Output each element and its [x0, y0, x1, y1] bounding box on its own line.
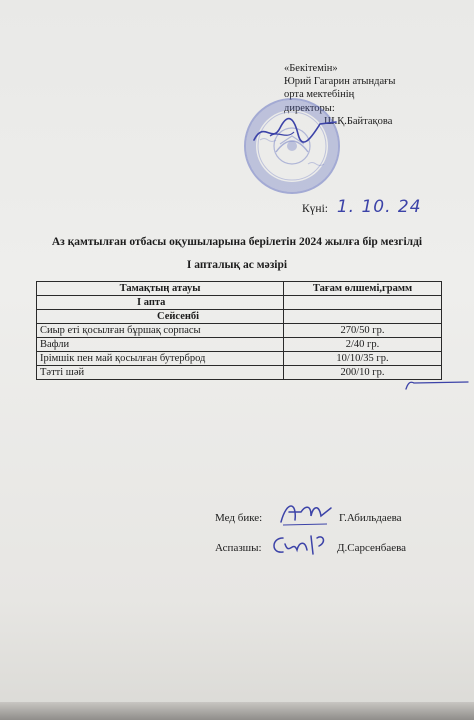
dish-amount: 270/50 гр.	[284, 324, 442, 338]
document-title: Аз қамтылған отбасы оқушыларына берілетін 2024 жылға бір мезгілді	[51, 236, 423, 248]
cook-name: Д.Сарсенбаева	[337, 542, 407, 554]
cook-signature-icon	[267, 530, 331, 560]
week-label: I апта	[37, 296, 284, 310]
dish-name: Сиыр еті қосылған бұршақ сорпасы	[37, 324, 284, 338]
dish-amount: 2/40 гр.	[284, 338, 442, 352]
dish-name: Вафли	[37, 338, 284, 352]
week-empty-cell	[284, 296, 442, 310]
table-row	[37, 338, 442, 352]
table-row	[37, 324, 442, 338]
approval-school-line: Юрий Гагарин атындағы	[284, 76, 396, 88]
dish-name: Тәтті шәй	[37, 366, 284, 380]
date-label: Күні:	[302, 203, 328, 215]
header-portion-size: Тағам өлшемі,грамм	[284, 282, 442, 296]
approval-position: директоры:	[284, 102, 335, 114]
date-value-handwritten: 1. 10. 24	[336, 197, 422, 217]
approval-heading: «Бекітемін»	[284, 63, 338, 74]
director-signature-icon	[250, 110, 340, 150]
nurse-signature-icon	[277, 498, 335, 528]
day-label: Сейсенбі	[37, 310, 284, 324]
approval-school-line-2: орта мектебінің	[284, 89, 355, 101]
nurse-role-label: Мед бике:	[215, 512, 263, 524]
table-row	[37, 352, 442, 366]
photo-background-edge	[0, 702, 474, 720]
dish-amount: 10/10/35 гр.	[284, 352, 442, 366]
table-row-week	[37, 296, 442, 310]
nurse-name: Г.Абильдаева	[339, 512, 402, 524]
dish-amount: 200/10 гр.	[284, 366, 442, 380]
table-row-day	[37, 310, 442, 324]
header-dish-name: Тамақтың атауы	[37, 282, 284, 296]
table-header-row	[37, 282, 442, 296]
table-row	[37, 366, 442, 380]
cook-role-label: Аспазшы:	[215, 542, 262, 554]
menu-table	[36, 281, 442, 380]
dish-name: Ірімшік пен май қосылған бутерброд	[37, 352, 284, 366]
document-subtitle: I апталық ас мәзірі	[186, 259, 288, 271]
day-empty-cell	[284, 310, 442, 324]
pen-stroke-mark-icon	[404, 377, 470, 393]
approval-signer: Ш.Қ.Байтақова	[324, 115, 393, 127]
date-row	[302, 197, 422, 217]
